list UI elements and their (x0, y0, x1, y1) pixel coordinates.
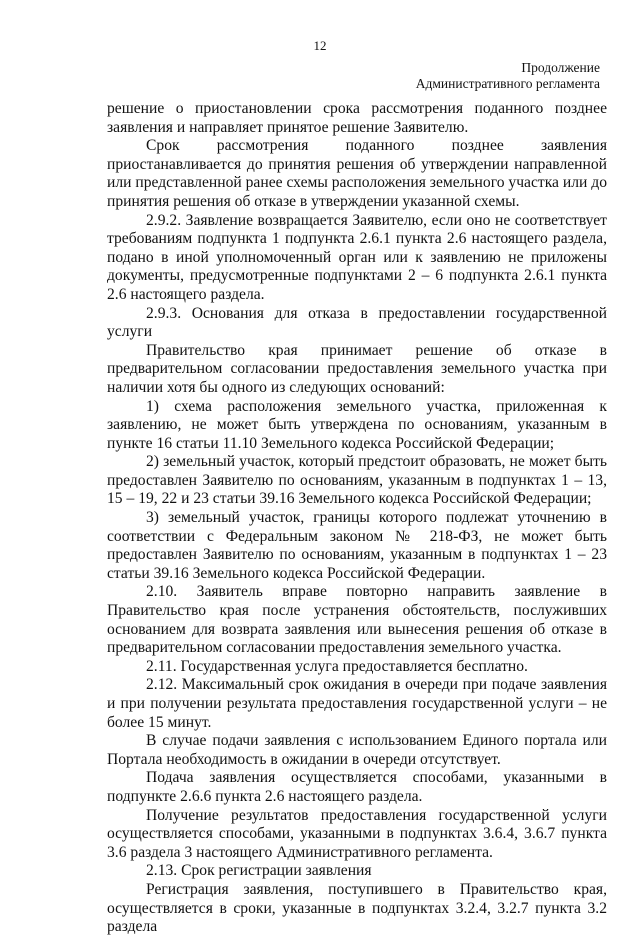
list-item-2: 2) земельный участок, который предстоит образовать, не может быть предоставлен Заявителю по основаниям, указанным в подпунктах 1 – 13, 15 – 19, 22 и 23 статьи 39.16 Земельного кодекса Российской Федерации; (107, 453, 607, 508)
regulation-label: Административного регламента (415, 76, 600, 91)
section-heading-2-13: 2.13. Срок регистрации заявления (146, 862, 372, 880)
paragraph-2-12: 2.12. Максимальный срок ожидания в очереди при подаче заявления и при получении результата предоставления государственной услуги – не более 15 минут. (107, 676, 607, 731)
paragraph: Регистрация заявления, поступившего в Правительство края, осуществляется в сроки, указанные в подпунктах 3.2.4, 3.2.7 пункта 3.2 раздела (107, 880, 607, 936)
list-item-1: 1) схема расположения земельного участка, приложенная к заявлению, не может быть утверждена по основаниям, указанным в пункте 16 статьи 11.10 Земельного кодекса Российской Федерации; (107, 397, 607, 452)
document-body (107, 100, 607, 937)
paragraph-continued: решение о приостановлении срока рассмотрения поданного позднее заявления и направляет принятое решение Заявителю. (107, 100, 607, 136)
page-number: 12 (313, 38, 327, 53)
continuation-label: Продолжение (521, 60, 600, 75)
list-item-3: 3) земельный участок, границы которого подлежат уточнению в соответствии с Федеральным законом № 218-ФЗ, не может быть предоставлен Заявителю по основаниям, указанным в подпунктах 1 – 23 статьи 39.16 Земельного кодекса Российской Федерации. (107, 509, 607, 582)
paragraph: Получение результатов предоставления государственной услуги осуществляется способами, указанными в подпунктах 3.6.4, 3.6.7 пункта 3.6 раздела 3 настоящего Административного регламента. (107, 806, 607, 861)
paragraph-2-9-2: 2.9.2. Заявление возвращается Заявителю, если оно не соответствует требованиям подпункта 1 подпункта 2.6.1 пункта 2.6 настоящего раздела, подано в иной уполномоченный орган или к заявлению не приложены документы, предусмотренные подпунктами 2 – 6 подпункта 2.6.1 пункта 2.6 настоящего раздела. (107, 211, 607, 303)
paragraph: Срок рассмотрения поданного позднее заявления приостанавливается до принятия решения об утверждении направленной или представленной ранее схемы расположения земельного участка или до принятия решения об отказе в утверждении указанной схемы. (107, 137, 607, 210)
paragraph-2-11: 2.11. Государственная услуга предоставляется бесплатно. (146, 657, 528, 675)
paragraph-2-10: 2.10. Заявитель вправе повторно направить заявление в Правительство края после устранения обстоятельств, послуживших основанием для возврата заявления или вынесения решения об отказе в предварительном согласовании предоставления земельного участка. (107, 583, 607, 657)
continuation-header (360, 60, 600, 92)
paragraph: Правительство края принимает решение об отказе в предварительном согласовании предоставления земельного участка при наличии хотя бы одного из следующих оснований: (107, 341, 607, 396)
section-heading-2-9-3: 2.9.3. Основания для отказа в предоставлении государственной услуги (107, 304, 607, 341)
paragraph: В случае подачи заявления с использованием Единого портала или Портала необходимость в ожидании в очереди отсутствует. (107, 732, 607, 768)
paragraph: Подача заявления осуществляется способами, указанными в подпункте 2.6.6 пункта 2.6 настоящего раздела. (107, 769, 607, 805)
